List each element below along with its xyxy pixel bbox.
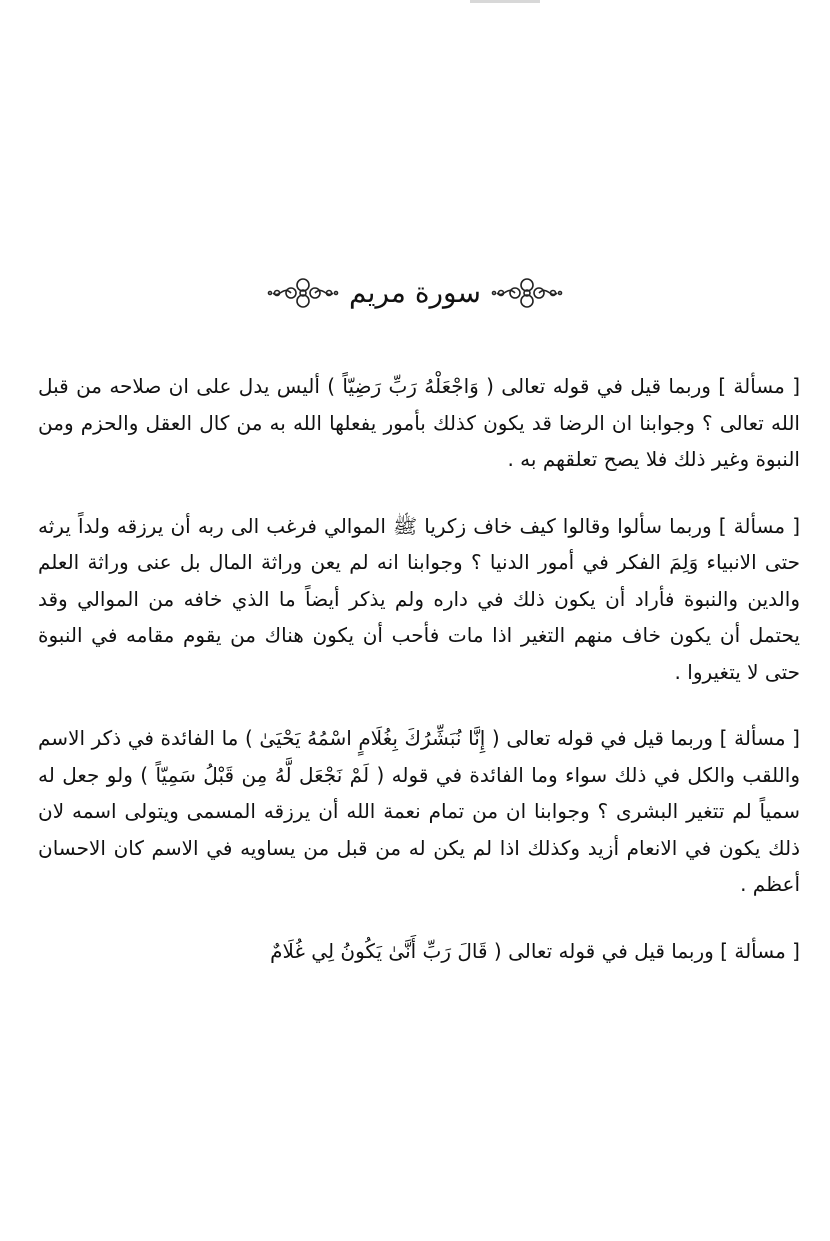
close-bracket: ] [710, 374, 734, 398]
close-bracket: ] [711, 513, 734, 538]
issue-label: مسألة [734, 726, 786, 750]
issue-label: مسألة [734, 938, 786, 963]
issue-paragraph [38, 933, 800, 970]
open-bracket: [ [785, 938, 800, 963]
issue-paragraph [38, 368, 800, 478]
surah-title: سورة مريم [349, 276, 481, 309]
issue-paragraph [38, 720, 800, 903]
arabesque-ornament-icon [491, 273, 563, 313]
paragraph-text: وربما قيل في قوله تعالى ( إِنَّا نُبَشِّرُكَ بِغُلَامٍ اسْمُهُ يَحْيَىٰ ) ما الفائدة في ذكر الاسم واللقب والكل في ذلك سواء وما الفائدة في قوله ( لَمْ نَجْعَل لَّهُ مِن قَبْلُ سَمِيّاً ) ولو جعل له سمياً لم تتغير البشرى ؟ وجوابنا ان من تمام نعمة الله أن يرزقه المسمى ويتولى اسمه لان ذلك يكون في الانعام أزيد وكذلك اذا لم يكن له من قبل من يساويه في الاسم كان الاحسان أعظم . [38, 726, 800, 896]
document-body [38, 368, 800, 969]
close-bracket: ] [713, 726, 735, 750]
paragraph-text: وربما قيل في قوله تعالى ( وَاجْعَلْهُ رَبِّ رَضِيّاً ) أليس يدل على ان صلاحه من قبل الله تعالى ؟ وجوابنا ان الرضا قد يكون كذلك بأمور يفعلها الله به من كال العقل والحزم ومن النبوة وغير ذلك فلا يصح تعلقهم به . [38, 374, 800, 471]
close-bracket: ] [713, 938, 735, 963]
paragraph-text: وربما سألوا وقالوا كيف خاف زكريا ﷺ الموالي فرغب الى ربه أن يرزقه ولداً يرثه حتى الانبياء وَلِمَ الفكر في أمور الدنيا ؟ وجوابنا انه لم يعن وراثة المال بل عنى وراثة العلم والدين والنبوة فأراد أن يكون ذلك في داره ولم يذكر أيضاً ما الذي خافه من الموالي وقد يحتمل أن يكون خاف منهم التغير اذا مات فأحب أن يكون هناك من يقوم مقامه في النبوة حتى لا يتغيروا . [38, 513, 800, 684]
paragraph-text: وربما قيل في قوله تعالى ( قَالَ رَبِّ أَنَّىٰ يَكُونُ لِي غُلَامٌ [270, 938, 714, 963]
page-edge-mark [470, 0, 540, 3]
open-bracket: [ [785, 513, 800, 538]
arabesque-ornament-icon [267, 273, 339, 313]
open-bracket: [ [784, 374, 800, 398]
issue-label: مسألة [733, 513, 786, 538]
open-bracket: [ [785, 726, 800, 750]
surah-header [0, 268, 830, 318]
issue-label: مسألة [733, 374, 785, 398]
issue-paragraph [38, 508, 800, 691]
